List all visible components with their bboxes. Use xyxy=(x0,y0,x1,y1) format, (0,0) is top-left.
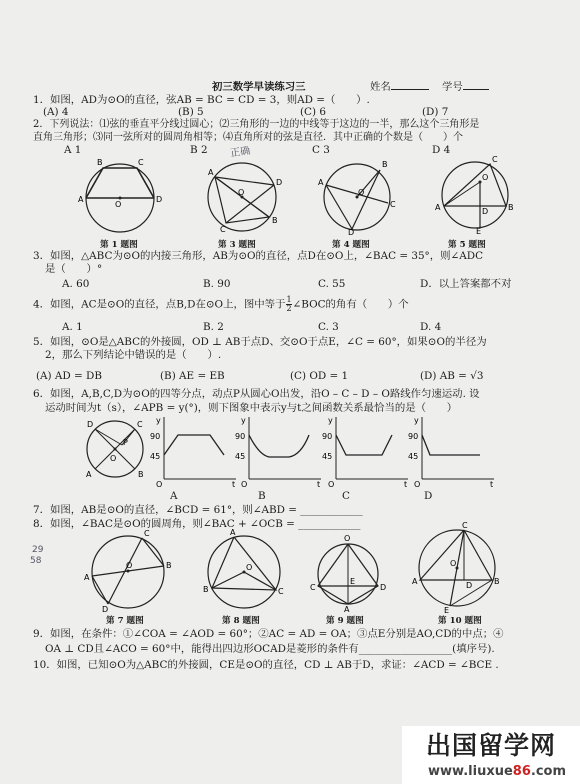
svg-text:C: C xyxy=(138,158,144,167)
figure-10-caption: 第 10 题图 xyxy=(438,616,482,626)
q3-line1: 3．如图，△ABC为⊙O的内接三角形，AB为⊙O的直径，点D在⊙O上，∠BAC = 35°，则∠ADC xyxy=(33,250,484,262)
q1-option-d: (D) 7 xyxy=(422,106,449,118)
q5-option-b: (B) AE = EB xyxy=(160,370,225,382)
svg-text:C: C xyxy=(278,587,284,596)
handwritten-note-29: 29 xyxy=(32,545,44,555)
svg-text:45: 45 xyxy=(408,452,419,461)
q5-line1: 5．如图，⊙O是△ABC的外接圆，OD ⊥ AB于点D、交⊙O于点E，∠C = 60°，如果⊙O的半径为 xyxy=(33,336,487,348)
q6-circle-diagram xyxy=(82,415,148,483)
figure-7-diagram xyxy=(78,528,178,612)
svg-text:C: C xyxy=(462,522,468,530)
svg-text:O: O xyxy=(328,480,335,488)
svg-text:B: B xyxy=(166,561,172,570)
svg-text:y: y xyxy=(414,416,419,425)
q7-stem: 7．如图，AB是⊙O的直径，∠BCD = 61°，则∠ABD = ____________ xyxy=(33,504,363,516)
name-label: 姓名 xyxy=(370,81,429,94)
svg-text:A: A xyxy=(208,168,214,177)
watermark-logo-text: 出国留学网 xyxy=(425,731,556,760)
figure-10-diagram xyxy=(410,522,504,614)
svg-text:D: D xyxy=(276,178,283,187)
q1-option-c: (C) 6 xyxy=(300,106,326,118)
q1-stem: 1．如图，AD为⊙O的直径，弦AB = BC = CD = 3，则AD =（ ）. xyxy=(33,94,370,106)
q6-graph-label-d: D xyxy=(424,490,433,502)
svg-text:O: O xyxy=(358,188,365,197)
q5-option-c: (C) OD = 1 xyxy=(290,370,349,382)
figure-3-diagram xyxy=(196,155,288,235)
svg-text:B: B xyxy=(508,203,514,212)
svg-text:O: O xyxy=(450,559,457,568)
svg-text:A: A xyxy=(344,605,350,612)
svg-text:y: y xyxy=(328,416,333,425)
q9-line1: 9．如图，在条件：①∠COA = ∠AOD = 60°；②AC = AD = OA；③点E分别是AO,CD的中点；④ xyxy=(33,628,504,640)
svg-text:D: D xyxy=(380,583,387,592)
svg-text:D: D xyxy=(348,228,355,235)
watermark-url: www.liuxue86.com xyxy=(428,764,566,779)
q3-option-b: B. 90 xyxy=(203,278,231,290)
svg-text:C: C xyxy=(220,225,226,234)
svg-text:D: D xyxy=(482,207,489,216)
q2-line1: 2．下列说法：⑴弦的垂直平分线过圆心；⑵三角形的一边的中线等于这边的一半，那么这个三角形是 xyxy=(33,119,480,130)
svg-text:90: 90 xyxy=(235,432,246,441)
figure-9-caption: 第 9 题图 xyxy=(326,616,364,626)
svg-text:E: E xyxy=(444,606,450,614)
q9-line2: OA ⊥ CD且∠ACO = 60°中，能得出四边形OCAD是菱形的条件有__________________(填序号). xyxy=(45,643,495,655)
q4-fraction: $\frac{1}{2}$ xyxy=(286,295,292,313)
q2-option-d: D 4 xyxy=(432,144,451,156)
svg-text:B: B xyxy=(494,577,500,586)
svg-text:A: A xyxy=(78,195,84,204)
svg-text:O: O xyxy=(414,480,421,488)
svg-text:D: D xyxy=(87,420,94,429)
q6-graph-label-c: C xyxy=(342,490,350,502)
q2-option-b: B 2 xyxy=(190,144,208,156)
svg-text:O: O xyxy=(241,480,248,488)
svg-text:O: O xyxy=(238,188,245,197)
figure-4-diagram xyxy=(312,155,402,235)
handwritten-note-58: 58 xyxy=(30,556,42,566)
q3-option-a: A. 60 xyxy=(62,278,90,290)
svg-text:P: P xyxy=(123,438,128,447)
figure-1-caption: 第 1 题图 xyxy=(100,240,138,250)
q6-line2: 运动时间为t（s），∠APB = y(°)，则下图象中表示y与t之间函数关系最恰当的是（ ） xyxy=(45,402,458,414)
svg-text:O: O xyxy=(344,534,351,543)
q5-option-d: (D) AB = √3 xyxy=(420,370,484,382)
q5-line2: 2，那么下列结论中错误的是（ ）. xyxy=(45,349,222,361)
svg-text:O: O xyxy=(126,561,133,570)
q6-graph-c xyxy=(322,413,412,488)
svg-text:B: B xyxy=(138,470,144,479)
svg-text:C: C xyxy=(492,155,498,164)
q2-option-c: C 3 xyxy=(312,144,330,156)
svg-text:90: 90 xyxy=(408,432,419,441)
svg-text:90: 90 xyxy=(322,432,333,441)
q4-option-d: D. 4 xyxy=(420,321,442,333)
q6-graph-d xyxy=(408,413,498,488)
q6-graph-label-b: B xyxy=(258,490,266,502)
svg-text:C: C xyxy=(390,200,396,209)
page-title: 初三数学早读练习三 xyxy=(212,81,306,93)
svg-text:t: t xyxy=(232,480,236,488)
svg-text:C: C xyxy=(310,583,316,592)
svg-text:t: t xyxy=(490,480,494,488)
q2-option-a: A 1 xyxy=(64,144,82,156)
q6-graph-label-a: A xyxy=(170,490,178,502)
svg-text:D: D xyxy=(466,581,473,590)
svg-text:B: B xyxy=(97,158,103,167)
svg-text:90: 90 xyxy=(150,432,161,441)
q10-line1: 10．如图，已知⊙O为△ABC的外接圆，CE是⊙O的直径，CD ⊥ AB于D，求证：∠ACD = ∠BCE . xyxy=(33,659,499,671)
svg-text:B: B xyxy=(203,585,209,594)
q3-line2: 是（ ）° xyxy=(45,263,103,275)
q4-option-a: A. 1 xyxy=(62,321,83,333)
svg-text:45: 45 xyxy=(150,452,161,461)
svg-text:B: B xyxy=(382,160,388,169)
svg-text:y: y xyxy=(241,416,246,425)
q1-option-b: (B) 5 xyxy=(178,106,204,118)
q5-option-a: (A) AD = DB xyxy=(36,370,103,382)
q6-graph-b xyxy=(235,413,325,488)
svg-text:A: A xyxy=(230,528,236,537)
svg-text:C: C xyxy=(144,529,150,538)
q4-option-b: B. 2 xyxy=(203,321,224,333)
q4-stem: 4．如图，AC是⊙O的直径，点B,D在⊙O上，图中等于 $\frac{1}{2}$ ∠BOC的角有（ ）个 xyxy=(33,295,409,313)
svg-text:45: 45 xyxy=(235,452,246,461)
q2-line2: 直角三角形；⑶同一弦所对的圆周角相等；⑷直角所对的弦是直径．其中正确的个数是（ ）个 xyxy=(33,132,463,143)
figure-4-caption: 第 4 题图 xyxy=(332,240,370,250)
handwritten-note-correct: 正确 xyxy=(229,145,251,160)
figure-1-diagram xyxy=(70,155,170,235)
figure-3-caption: 第 3 题图 xyxy=(218,240,256,250)
svg-text:A: A xyxy=(84,573,90,582)
figure-7-caption: 第 7 题图 xyxy=(106,616,144,626)
q8-stem: 8．如图，∠BAC是⊙O的圆周角，则∠BAC + ∠OCB = ____________ xyxy=(33,518,361,530)
svg-text:E: E xyxy=(350,577,356,586)
q4-option-c: C. 3 xyxy=(318,321,339,333)
svg-text:B: B xyxy=(272,216,278,225)
svg-text:A: A xyxy=(412,577,418,586)
svg-text:O: O xyxy=(482,173,489,182)
svg-text:45: 45 xyxy=(322,452,333,461)
figure-5-caption: 第 5 题图 xyxy=(448,240,486,250)
q3-option-d: D．以上答案都不对 xyxy=(420,278,512,290)
svg-text:D: D xyxy=(102,605,109,612)
svg-text:E: E xyxy=(476,227,482,235)
figure-8-caption: 第 8 题图 xyxy=(222,616,260,626)
svg-text:C: C xyxy=(137,420,143,429)
svg-text:O: O xyxy=(115,200,122,209)
q3-option-c: C. 55 xyxy=(318,278,346,290)
svg-text:A: A xyxy=(318,178,324,187)
figure-5-diagram xyxy=(430,150,520,235)
svg-text:O: O xyxy=(156,480,163,488)
student-id-label: 学号 xyxy=(442,81,489,94)
svg-text:A: A xyxy=(86,470,92,479)
svg-text:t: t xyxy=(317,480,321,488)
q6-line1: 6．如图，A,B,C,D为⊙O的四等分点，动点P从圆心O出发，沿O – C – D – O路线作匀速运动. 设 xyxy=(33,388,480,400)
svg-text:t: t xyxy=(404,480,408,488)
svg-text:O: O xyxy=(246,563,253,572)
q6-graph-a xyxy=(150,413,240,488)
svg-text:A: A xyxy=(435,203,441,212)
svg-text:y: y xyxy=(156,416,161,425)
figure-9-diagram xyxy=(308,530,388,612)
svg-text:D: D xyxy=(156,195,163,204)
svg-text:O: O xyxy=(110,454,117,463)
figure-8-diagram xyxy=(198,528,290,612)
q1-option-a: (A) 4 xyxy=(43,106,69,118)
